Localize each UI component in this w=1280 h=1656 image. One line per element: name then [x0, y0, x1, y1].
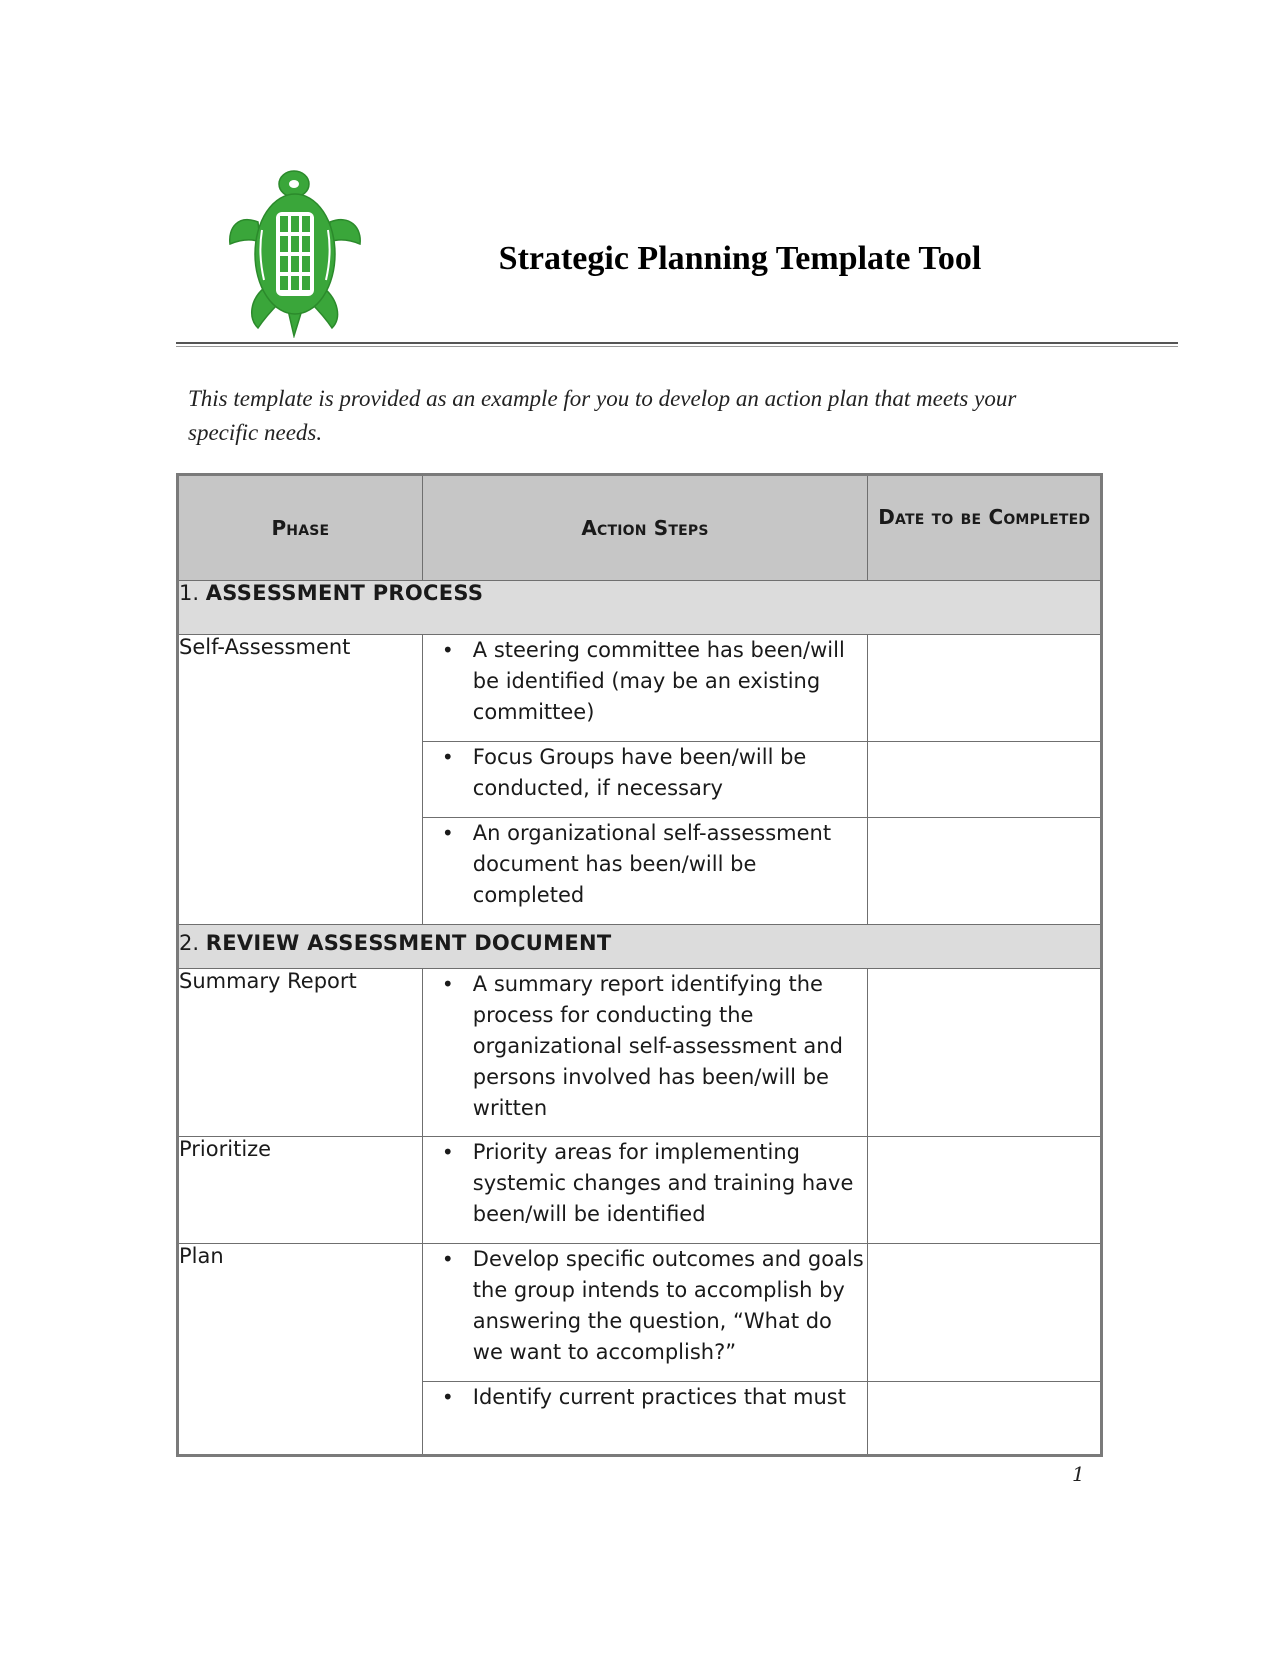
table-row — [178, 1137, 1102, 1244]
date-cell — [868, 1137, 1102, 1244]
bullet-icon: • — [441, 972, 454, 996]
intro-text: This template is provided as an example for you to develop an action plan that meets your specific needs. — [188, 386, 1017, 445]
action-step-cell — [422, 635, 867, 742]
column-header-phase: Phase — [178, 475, 423, 581]
title-divider-thin — [176, 346, 1178, 347]
action-step-text: Develop specific outcomes and goals the group intends to accomplish by answering the question, “What do we want to accomplish?” — [472, 1247, 864, 1364]
date-cell — [868, 1382, 1102, 1456]
date-cell — [868, 1244, 1102, 1382]
table-row — [178, 969, 1102, 1137]
date-cell — [868, 969, 1102, 1137]
bullet-icon: • — [441, 745, 454, 769]
action-step-text: Priority areas for implementing systemic changes and training have been/will be identified — [472, 1140, 854, 1226]
turtle-logo-icon — [228, 170, 368, 338]
phase-cell: Summary Report — [178, 969, 423, 1137]
section-row — [178, 925, 1102, 969]
strategic-plan-table — [176, 473, 1103, 1457]
table-row — [178, 635, 1102, 742]
column-header-date: Date to be Completed — [868, 475, 1102, 581]
action-step-cell — [422, 1244, 867, 1382]
action-step-cell — [422, 1137, 867, 1244]
section-heading — [178, 581, 1102, 635]
date-cell — [868, 742, 1102, 818]
phase-cell: Plan — [178, 1244, 423, 1456]
action-step-text: Identify current practices that must — [472, 1385, 846, 1409]
table-header-row — [178, 475, 1102, 581]
phase-cell: Prioritize — [178, 1137, 423, 1244]
date-cell — [868, 818, 1102, 925]
section-title: REVIEW ASSESSMENT DOCUMENT — [205, 931, 612, 955]
section-heading — [178, 925, 1102, 969]
action-step-text: An organizational self-assessment document has been/will be completed — [472, 821, 832, 907]
action-step-cell — [422, 1382, 867, 1456]
phase-cell: Self-Assessment — [178, 635, 423, 925]
bullet-icon: • — [441, 821, 454, 845]
action-step-cell — [422, 818, 867, 925]
action-step-cell — [422, 969, 867, 1137]
section-number: 2. — [179, 931, 200, 955]
bullet-icon: • — [441, 1385, 454, 1409]
action-step-text: A summary report identifying the process for conducting the organizational self-assessment and persons involved has been/will be written — [472, 972, 843, 1120]
table-row — [178, 1244, 1102, 1382]
title-divider — [176, 342, 1178, 344]
bullet-icon: • — [441, 1247, 454, 1271]
bullet-icon: • — [441, 1140, 454, 1164]
section-number: 1. — [179, 581, 200, 605]
page-title: Strategic Planning Template Tool — [498, 240, 982, 277]
section-row — [178, 581, 1102, 635]
date-cell — [868, 635, 1102, 742]
page-number: 1 — [1072, 1462, 1085, 1486]
action-step-cell — [422, 742, 867, 818]
section-title: ASSESSMENT PROCESS — [205, 581, 484, 605]
action-step-text: Focus Groups have been/will be conducted, if necessary — [472, 745, 807, 800]
bullet-icon: • — [441, 638, 454, 662]
column-header-action-steps: Action Steps — [422, 475, 867, 581]
action-step-text: A steering committee has been/will be identified (may be an existing committee) — [472, 638, 845, 724]
